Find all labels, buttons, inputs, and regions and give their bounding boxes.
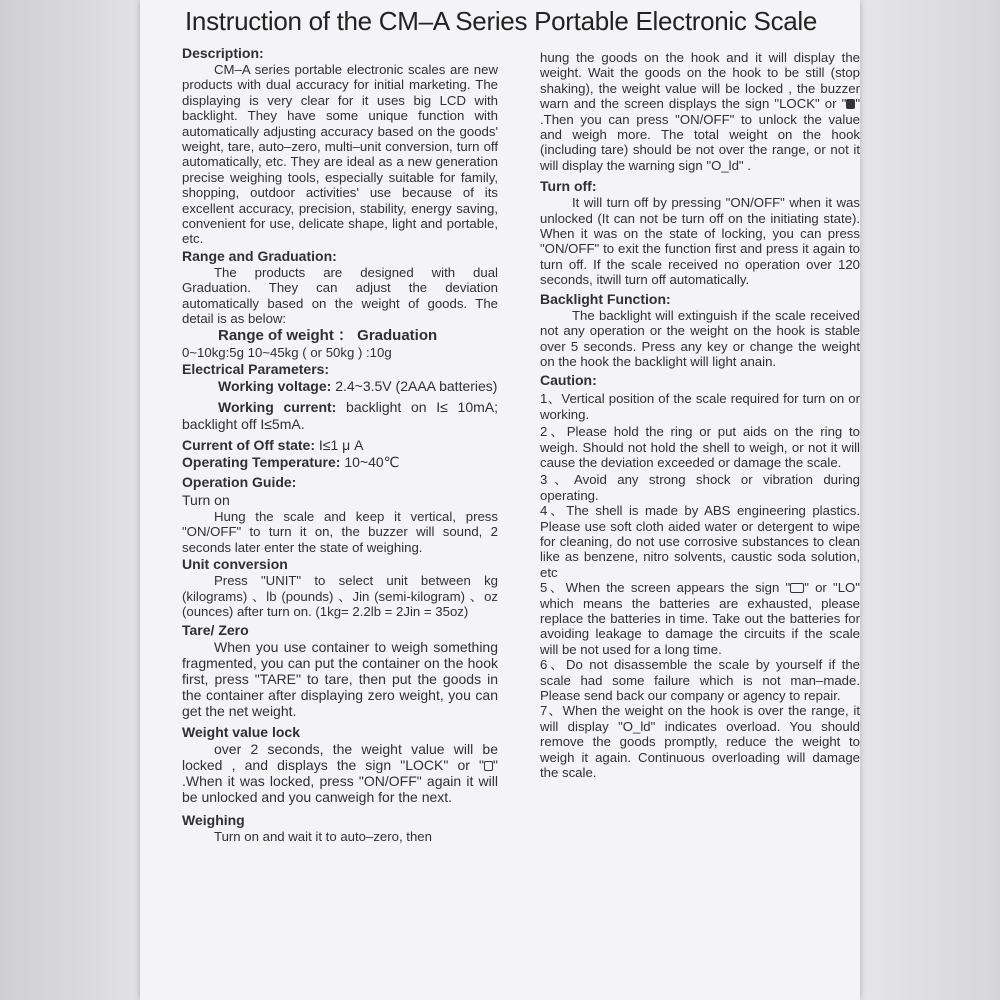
tare-heading: Tare/ Zero: [182, 622, 249, 639]
background-right: [860, 0, 1000, 1000]
lock-text: [182, 741, 498, 805]
lock-text-part1: over 2 seconds, the weight value will be locked , and displays the sign "LOCK" or ": [182, 741, 498, 774]
temp-param: [182, 454, 498, 471]
turnon-text: Hung the scale and keep it vertical, press "ON/OFF" to turn it on, the buzzer will sound, 2 seconds later enter the state of weighing.: [182, 508, 498, 555]
range-table-header: Range of weight ： Graduation: [218, 326, 438, 344]
range-text: The products are designed with dual Graduation. They can adjust the deviation automatically based on the weight of goods. The detail is as below:: [182, 264, 498, 327]
description-text: CM–A series portable electronic scales are new products with dual accuracy for initial marketing. The displaying is very clear for it uses big LCD with backlight. They have some unique function with automatically adjusting accuracy based on the goods' weight, tare, auto–zero, multi–unit conversion, turn off automatically, etc. They are ideal as a new generation precise weighing tools, especially suitable for family, shopping, outdoor activities' use because of its excellent accuracy, precision, stability, energy saving, convenient for use, delicate shape, light and portable, etc.: [182, 62, 498, 247]
caution-item-5-part2: " or "LO" which means the batteries are exhausted, please replace the batteries in time. Take out the batteries for avoiding leakage to damage the circuits if the scale will be not used for a long time.: [540, 580, 860, 657]
offstate-label: Current of Off state:: [182, 436, 315, 453]
caution-item-1: 1、Vertical position of the scale required for turn on or working.: [540, 391, 860, 422]
lock-icon: [484, 761, 493, 771]
caution-item-7: 7、When the weight on the hook is over the range, it will display "O_ld" indicates overload. You should remove the goods promptly, reduce the weight to weigh it again. Continuous overloading will damage the scale.: [540, 703, 860, 781]
turnoff-text: It will turn off by pressing "ON/OFF" when it was unlocked (It can not be turn off on the initiating state). When it was on the state of locking, you can press "ON/OFF" to exit the function first and press it again to turn off. If the scale received no operation over 120 seconds, itwill turn off automatically.: [540, 195, 860, 288]
temp-label: Operating Temperature:: [182, 453, 341, 470]
unit-heading: Unit conversion: [182, 556, 288, 573]
turnoff-heading: Turn off:: [540, 178, 597, 195]
weighing-text: Turn on and wait it to auto–zero, then: [214, 829, 432, 845]
caution-item-4: 4、The shell is made by ABS engineering plastics. Please use soft cloth aided water or detergent to wipe for cleaning, do not use corrosive substances to clean like as benzene, nitro solvents, caustic soda solution, etc: [540, 503, 860, 580]
caution-item-5: [540, 580, 860, 657]
current-param: [182, 399, 498, 433]
unit-text: Press "UNIT" to select unit between kg (kilograms) 、lb (pounds) 、Jin (semi-kilogram) 、oz (ounces) after turn on. (1kg= 2.2lb = 2Jin = 35oz): [182, 573, 498, 619]
weighing-continued-part1: hung the goods on the hook and it will display the weight. Wait the goods on the hook to be still (stop shaking), the weight value will be locked , the buzzer warn and the screen displays the sign "LOCK" or ": [540, 50, 860, 112]
backlight-text: The backlight will extinguish if the scale received not any operation or the weight on the hook is stable over 5 seconds. Press any key or change the weight on the hook the backlight will light anain.: [540, 307, 860, 369]
battery-icon: [790, 583, 804, 593]
right-column: [540, 50, 860, 780]
caution-item-2: 2、Please hold the ring or put aids on the ring to weigh. Should not hold the shell to weigh, or not it will cause the deviation exceeded or damage the scale.: [540, 424, 860, 470]
caution-heading: Caution:: [540, 372, 597, 389]
current-label: Working current:: [218, 398, 337, 415]
caution-item-6: 6、Do not disassemble the scale by yourself if the scale had some failure which is not man–made. Please send back our company or agency to repair.: [540, 657, 860, 704]
caution-item-3: 3、Avoid any strong shock or vibration during operating.: [540, 472, 860, 503]
operation-heading: Operation Guide:: [182, 473, 297, 490]
lock-heading: Weight value lock: [182, 724, 300, 741]
caution-item-5-part1: 5、When the screen appears the sign ": [540, 580, 791, 596]
voltage-label: Working voltage:: [218, 377, 332, 394]
description-heading: Description:: [182, 45, 264, 61]
temp-value: 10~40℃: [340, 453, 400, 470]
weighing-continued-part2: " .Then you can press "ON/OFF" to unlock the value and weigh more. The total weight on the hook (including tare) should be not over the range, or not it will display the warning sign "O_ld" .: [540, 96, 860, 173]
left-column: [182, 44, 498, 845]
lock-text-part2: " .When it was locked, press "ON/OFF" again it will be unlocked and you canweigh for the next.: [182, 757, 498, 806]
offstate-param: [182, 437, 498, 454]
range-table-row: 0~10kg:5g 10~45kg ( or 50kg ) :10g: [182, 344, 392, 360]
weighing-continued: [540, 50, 860, 173]
weighing-heading: Weighing: [182, 812, 245, 829]
backlight-heading: Backlight Function:: [540, 290, 671, 307]
electrical-heading: Electrical Parameters:: [182, 360, 330, 377]
offstate-value: I≤1 μ A: [315, 436, 364, 453]
current-value: backlight on I≤ 10mA; backlight off I≤5mA.: [182, 398, 499, 432]
background-left: [0, 0, 140, 1000]
voltage-param: [182, 378, 498, 395]
turnon-heading: Turn on: [182, 491, 230, 508]
range-heading: Range and Graduation:: [182, 247, 337, 264]
lock-icon: [846, 99, 855, 109]
tare-text: When you use container to weigh something fragmented, you can put the container on the hook first, press "TARE" to tare, then put the goods in the container after displaying zero weight, you can get the net weight.: [182, 639, 498, 720]
page-title: Instruction of the CM–A Series Portable Electronic Scale: [185, 6, 818, 36]
voltage-value: 2.4~3.5V (2AAA batteries): [331, 377, 498, 394]
